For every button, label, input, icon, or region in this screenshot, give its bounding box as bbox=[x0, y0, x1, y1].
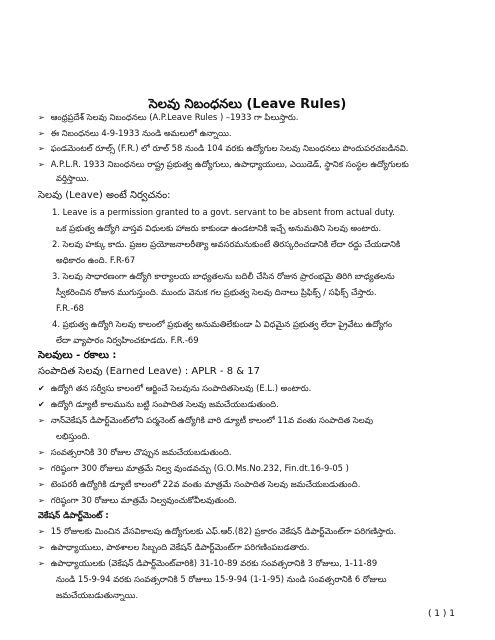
earned-item-1: ✔ ఉద్యోగి తన సర్వీసు కాలంలో ఆర్జించే సెలవును సంపాదితసెలవు (E.L.) అంటారు. bbox=[38, 382, 463, 395]
earned-leave-heading: సంపాదిత సెలవు (Earned Leave) : APLR - 8 & 17 bbox=[38, 366, 260, 377]
earned-item-2: ✔ ఉద్యోగి డ్యూటీ కాలమును బట్టి సంపాదిత సెలవు జమచేయబడుతుంది. bbox=[38, 398, 463, 411]
vacation-item-3: ➢ ఉపాధ్యాయులకు (వెకేషన్ డిపార్ట్‌మెంట్‌వారికి) 31-10-89 వరకు సంవత్సరానికి 3 రోజులు, 1-11-89 bbox=[38, 557, 463, 570]
page-title: సెలవు నిబంధనలు (Leave Rules) bbox=[148, 97, 347, 112]
definition-heading: సెలవు (Leave) అంటే నిర్వచనం: bbox=[38, 190, 171, 201]
vacation-item-3-cont: నుండి 15-9-94 వరకు సంవత్సరానికి 5 రోజులు 15-9-94 (1-1-95) నుండి సంవత్సరానికి 6 రోజులు bbox=[56, 574, 387, 584]
definition-2: 2. సెలవు హక్కు కాదు. ప్రజల ప్రయోజనాలరీత్యా అవసరమనుకుంటే తిరస్కరించడానికి లేదా రద్దు చేయడానికి bbox=[52, 239, 401, 249]
types-heading: సెలవులు - రకాలు : bbox=[38, 350, 117, 361]
earned-item-4: ➢ సంవత్సరానికి 30 రోజుల చొప్పున జమచేయబడుతుంది. bbox=[38, 446, 463, 459]
vacation-heading: వెకేషన్ డిపార్ట్‌మెంట్ : bbox=[38, 510, 109, 520]
vacation-item-3-end: జమచేయబడుతున్నాయి. bbox=[56, 590, 139, 600]
vacation-item-2: ➢ ఉపాధ్యాయులు, పాఠశాలల సిబ్బంది వెకేషన్ డిపార్ట్‌మెంట్‌గా పరిగణింపబడతారు. bbox=[38, 541, 463, 554]
earned-item-6: ➢ టెంపరరీ ఉద్యోగికి డ్యూటీ కాలంలో 22వ వంతు మాత్రమే సంపాదిత సెలవు జమచేయబడుతుంది. bbox=[38, 478, 463, 491]
page-number: ( 1 ) 1 bbox=[427, 609, 455, 619]
intro-bullet-4: ➢ A.P.L.R. 1933 నిబంధనలు రాష్ట్ర ప్రభుత్వ ఉద్యోగులు, ఉపాధ్యాయులు, ఎయిడెడ్, స్థానిక సంస్థల ఉద్యోగులకు bbox=[38, 158, 463, 171]
definition-1: 1. Leave is a permission granted to a govt. servant to be absent from actual duty. bbox=[52, 207, 395, 217]
definition-1-telugu: ఒక ప్రభుత్వ ఉద్యోగి వాస్తవ విధులకు హాజరు కాకుండా ఉండటానికి ఇచ్చే అనుమతిని సెలవు అంటారు. bbox=[56, 223, 382, 233]
definition-4-cont: లేదా వ్యాపారం నిర్వహించకూడదు. F.R.-69 bbox=[56, 335, 199, 345]
intro-bullet-2: ➢ ఈ నిబంధనలు 4-9-1933 నుండి అమలులో ఉన్నాయి. bbox=[38, 127, 463, 140]
earned-item-3-cont: లభిస్తుంది. bbox=[56, 431, 90, 441]
earned-item-7: ➢ గరిష్ఠంగా 30 రోజులు మాత్రమే నిల్వవుంచుకోవీలవుతుంది. bbox=[38, 494, 463, 507]
definition-3: 3. సెలవు సాధారణంగా ఉద్యోగి కార్యాలయ బాధ్యతలను బదిలీ చేసిన రోజున ప్రారంభమై తిరిగి బాధ్యతలను bbox=[52, 271, 395, 281]
intro-bullet-3: ➢ ఫండమెంటల్ రూల్స్ (F.R.) లో రూల్ 58 నుండి 104 వరకు ఉద్యోగుల సెలవు నిబంధనలు పొందుపరచబడినవి. bbox=[38, 142, 463, 155]
definition-3-cont: స్వీకరించిన రోజున ముగుస్తుంది. ముందు వెనుక గల ప్రభుత్వ సెలవు దినాలు ప్రిఫిక్స్ / సఫిక్స్ చేస్తారు. bbox=[56, 287, 377, 297]
earned-item-5: ➢ గరిష్ఠంగా 300 రోజులు మాత్రమే నిల్వ వుండవచ్చు (G.O.Ms.No.232, Fin.dt.16-9-05 ) bbox=[38, 462, 463, 475]
intro-bullet-1: ➢ ఆంధ్రప్రదేశ్ సెలవు నిబంధనలు (A.P.Leave Rules ) –1933 గా పిలుస్తారు. bbox=[38, 111, 463, 124]
definition-3-ref: F.R.-68 bbox=[56, 303, 84, 313]
definition-4: 4. ప్రభుత్వ ఉద్యోగి సెలవు కాలంలో ప్రభుత్వ అనుమతిలేకుండా ఏ విధమైన ప్రభుత్వ లేదా ప్రైవేటు ఉద్యోగం bbox=[52, 319, 393, 329]
earned-item-3: ➢ నాన్‌వెకేషన్ డిపార్ట్‌మెంట్‌లోని పర్మనెంట్ ఉద్యోగికి వారి డ్యూటీ కాలంలో 11వ వంతు సంపాదిత సెలవు bbox=[38, 414, 463, 427]
definition-2-cont: అధికారం ఉంది. F.R-67 bbox=[56, 255, 136, 265]
vacation-item-1: ➢ 15 రోజులకు మించిన వేసవికాలపు ఉద్యోగులకు ఎఫ్.ఆర్.(82) ప్రకారం వెకేషన్ డిపార్ట్‌మెంట్‌గా పరిగణిస్తారు. bbox=[38, 525, 463, 538]
intro-bullet-4-cont: వర్తిస్తాయి. bbox=[56, 173, 89, 183]
